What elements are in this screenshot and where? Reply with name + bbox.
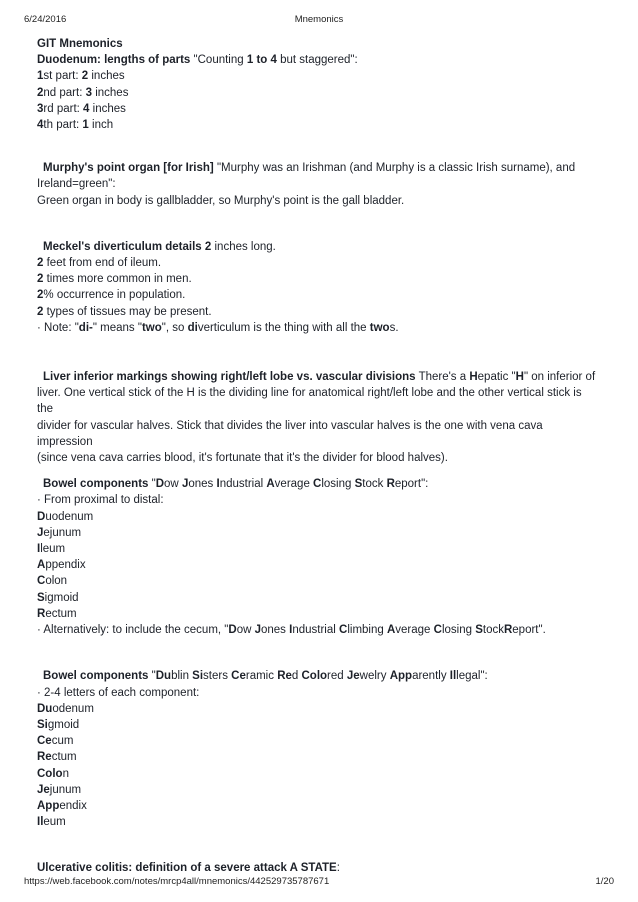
text-line [37,749,597,765]
bold-text: 2 [81,70,89,83]
page-number: 1/20 [595,876,614,887]
text-run: tock [362,478,387,491]
text-line [37,271,597,287]
bold-text: Colo [301,670,328,683]
text-run: "Counting [190,54,247,67]
text-line [37,287,597,303]
text-line [37,685,597,701]
text-line [37,369,597,385]
text-run: " [148,478,156,491]
bold-text: 2 [37,257,44,270]
text-line [37,52,597,68]
bold-text: Je [346,670,360,683]
bold-text: H [469,371,478,384]
bold-text: 4 [83,102,90,115]
text-line [37,450,597,466]
text-run: inches [89,102,126,115]
text-line [37,176,597,192]
bold-text: 3 [37,102,44,115]
text-run: olon [45,575,68,588]
bold-text: App [37,799,60,812]
text-line [37,36,597,52]
bold-text: C [339,624,348,637]
bold-text: 2 [37,305,44,318]
bold-text: R [37,607,46,620]
bold-text: Il [449,670,457,683]
bold-text: J [254,624,261,637]
bold-text: Je [37,783,50,796]
bold-text: D [37,510,46,523]
text-run: divider for vascular halves. Stick that divides the liver into vascular halves is the one with vena cava impression [37,419,543,448]
text-run: n [62,767,69,780]
text-run: d [291,670,302,683]
text-run: liver. One vertical stick of the H is the dividing line for anatomical right/left lobe and the other vertical stick is the [37,387,582,416]
section-bowel-components-dow-jones [37,476,597,638]
text-run: ones [261,624,290,637]
text-run: legal": [456,670,488,683]
text-run: · Alternatively: to include the cecum, " [37,624,229,637]
text-run: st part: [43,70,82,83]
bold-text: H [515,371,524,384]
text-run: nd part: [43,86,86,99]
bold-text: di [187,321,198,334]
text-line [37,766,597,782]
text-run: " [148,670,156,683]
text-run: endix [59,799,87,812]
text-run: ndustrial [219,478,267,491]
text-line [37,860,597,876]
text-line [37,101,597,117]
section-murphys-point [37,160,597,209]
bold-text: Duodenum: lengths of parts [37,54,191,67]
bold-text: S [37,591,45,604]
text-run: ones [188,478,217,491]
bold-text: D [155,478,165,491]
text-line [37,509,597,525]
text-run: There's a [415,371,470,384]
text-run: types of tissues may be present. [43,305,212,318]
bold-text: Ce [231,670,246,683]
text-line [37,701,597,717]
bold-text: C [37,575,46,588]
text-run: verage [274,478,314,491]
text-run: "Murphy was an Irishman (and Murphy is a classic Irish surname), and [213,162,576,175]
text-line [37,717,597,733]
bold-text: I [37,543,41,556]
text-run: eport". [512,624,546,637]
bold-text: 2 [204,240,212,253]
text-line [37,622,597,638]
text-line [37,193,597,209]
document-title: Mnemonics [294,14,344,25]
text-line [37,255,597,271]
text-run: ejunum [43,526,82,539]
text-line [37,814,597,830]
text-run: gmoid [47,718,80,731]
text-run: eport": [394,478,429,491]
bold-text: D [228,624,237,637]
text-run: % occurrence in population. [43,289,186,302]
section-ulcerative-colitis [37,860,597,876]
section-git-mnemonics [37,36,597,133]
text-run: ndustrial [292,624,340,637]
text-run: epatic " [477,371,516,384]
text-line [37,492,597,508]
text-run: ectum [45,607,77,620]
text-run: ppendix [45,559,86,572]
text-run: red [327,670,347,683]
bold-text: R [386,478,395,491]
bold-text: Meckel's diverticulum details [43,240,202,253]
bold-text: Colo [37,767,63,780]
text-run: ctum [51,751,77,764]
bold-text: J [181,478,189,491]
bold-text: Du [155,670,172,683]
text-run: : [336,862,340,875]
bold-text: two [369,321,390,334]
bold-text: I [216,478,220,491]
text-run: Green organ in body is gallbladder, so Murphy's point is the gall bladder. [37,194,405,207]
text-run: limbing [347,624,387,637]
text-run: ow [236,624,255,637]
text-run: feet from end of ileum. [43,257,162,270]
text-line [37,160,597,176]
bold-text: 2 [37,273,44,286]
bold-text: R [503,624,513,637]
bold-text: Du [37,702,53,715]
document-body [37,36,597,877]
bold-text: Si [37,718,48,731]
text-run: ow [164,478,182,491]
bold-text: Il [37,816,44,829]
text-run: " means " [92,321,142,334]
bold-text: Ulcerative colitis: definition of a severe attack A STATE [37,862,337,875]
text-run: verage [395,624,434,637]
text-run: welry [359,670,390,683]
text-line [37,782,597,798]
text-line [37,239,597,255]
text-run: eum [43,816,66,829]
text-line [37,573,597,589]
bold-text: Re [37,751,52,764]
text-run: · From proximal to distal: [37,494,164,507]
text-run: inches [88,70,125,83]
bold-text: 3 [85,86,93,99]
text-line [37,557,597,573]
text-run: igmoid [44,591,79,604]
bold-text: A [37,559,46,572]
text-run: · Note: " [37,321,79,334]
text-line [37,418,597,450]
text-line [37,798,597,814]
text-run: tock [482,624,504,637]
bold-text: Murphy's point organ [for Irish] [43,162,214,175]
text-run: ramic [245,670,278,683]
bold-text: I [289,624,293,637]
text-line [37,320,597,336]
text-line [37,117,597,133]
bold-text: 1 [82,119,89,132]
text-line [37,68,597,84]
bold-text: C [313,478,322,491]
text-line [37,733,597,749]
bold-text: C [433,624,442,637]
bold-text: Bowel components [43,478,149,491]
text-run: · 2-4 letters of each component: [37,686,200,699]
bold-text: Liver inferior markings showing right/left lobe vs. vascular divisions [43,371,416,384]
text-line [37,385,597,417]
bold-text: 4 [37,119,44,132]
text-line [37,541,597,557]
text-run: blin [171,670,193,683]
bold-text: Bowel components [43,670,149,683]
text-line [37,476,597,492]
bold-text: 1 to 4 [246,54,277,67]
text-run: th part: [43,119,83,132]
print-date: 6/24/2016 [24,14,67,25]
text-line [37,606,597,622]
bold-text: di- [78,321,93,334]
bold-text: Ce [37,735,52,748]
text-run: ", so [161,321,188,334]
section-bowel-components-dublin [37,668,597,830]
bold-text: 2 [37,86,44,99]
text-run: " on inferior of [523,371,596,384]
text-run: Ireland=green": [37,178,116,191]
text-run: odenum [52,702,94,715]
text-run: but staggered": [276,54,358,67]
bold-text: GIT Mnemonics [37,38,123,50]
bold-text: S [475,624,483,637]
bold-text: App [389,670,413,683]
bold-text: A [266,478,275,491]
text-run: sters [203,670,232,683]
text-line [37,85,597,101]
text-run: losing [441,624,476,637]
text-run: inches [92,86,129,99]
text-run: times more common in men. [43,273,192,286]
bold-text: Si [192,670,204,683]
section-meckels-diverticulum [37,239,597,336]
bold-text: Re [277,670,292,683]
text-run: inch [88,119,114,132]
text-run: arently [412,670,450,683]
text-run: leum [40,543,66,556]
bold-text: 2 [37,289,44,302]
text-run: cum [51,735,74,748]
text-run: losing [321,478,355,491]
text-run: s. [389,321,399,334]
text-run: verticulum is the thing with all the [197,321,370,334]
bold-text: A [386,624,396,637]
bold-text: 1 [37,70,44,83]
text-run: uodenum [45,510,94,523]
text-line [37,304,597,320]
bold-text: two [141,321,162,334]
text-line [37,668,597,684]
text-run: (since vena cava carries blood, it's fortunate that it's the divider for blood halves). [37,452,448,465]
text-line [37,590,597,606]
section-liver-markings [37,369,597,466]
bold-text: S [354,478,363,491]
text-line [37,525,597,541]
text-run: rd part: [43,102,84,115]
source-url: https://web.facebook.com/notes/mrcp4all/mnemonics/442529735787671 [24,876,330,887]
text-run: junum [49,783,82,796]
bold-text: J [37,526,44,539]
text-run: inches long. [211,240,276,253]
